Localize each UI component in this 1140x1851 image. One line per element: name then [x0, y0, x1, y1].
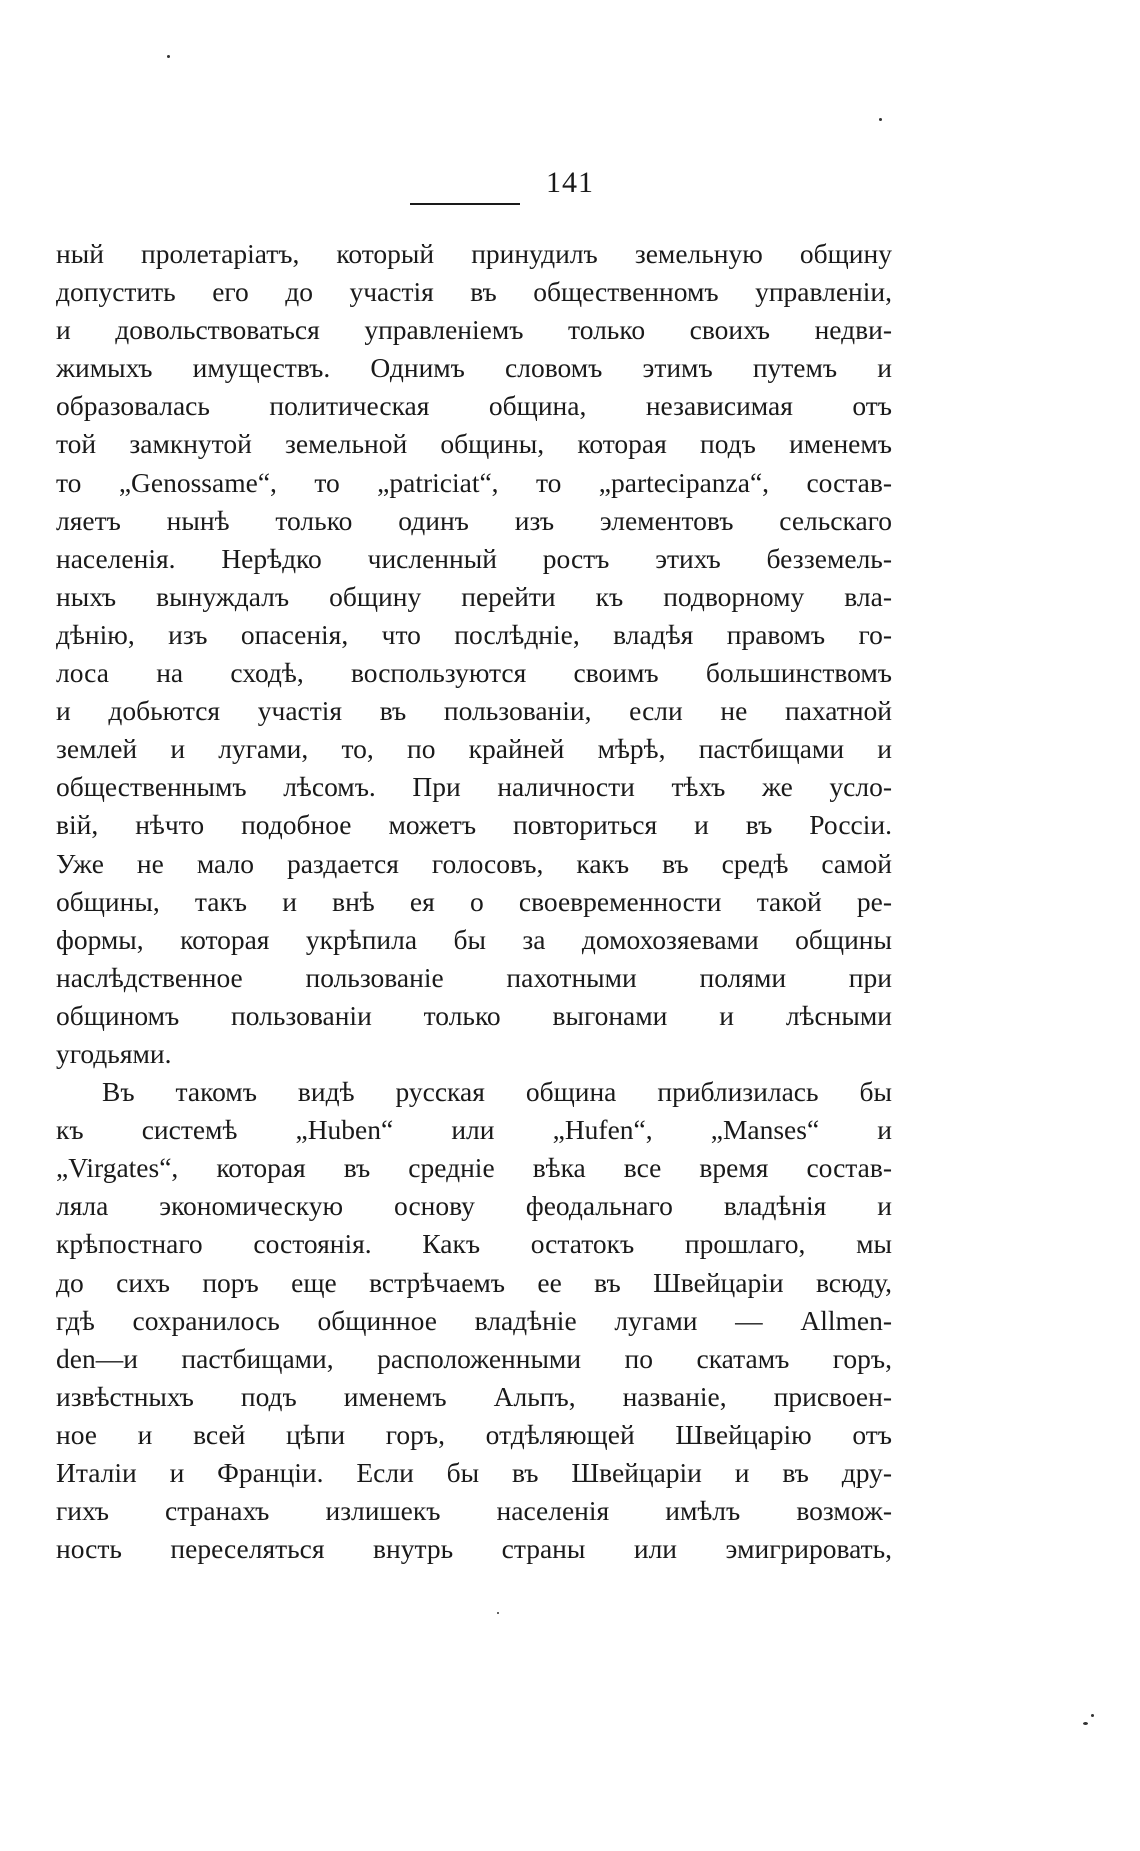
text-line: „Virgates“, которая въ средніе вѣка все время состав-: [56, 1152, 892, 1184]
text-line: ный пролетаріатъ, который принудилъ земельную общину: [56, 238, 892, 269]
text-line: образовалась политическая община, независимая отъ: [56, 390, 892, 422]
scan-speck: [879, 118, 882, 121]
page-number-rule: [410, 203, 520, 205]
text-line: дѣнію, изъ опасенія, что послѣдніе, владѣя правомъ го-: [56, 618, 892, 650]
text-line: извѣстныхъ подъ именемъ Альпъ, названіе, присвоен-: [56, 1380, 892, 1412]
text-line: угодьями.: [56, 1037, 172, 1069]
text-line: ныхъ вынуждалъ общину перейти къ подворному вла-: [56, 580, 892, 612]
scan-speck: [1091, 1714, 1094, 1717]
text-line: и добьются участія въ пользованіи, если не пахатной: [56, 695, 892, 727]
body-text: [56, 235, 892, 1568]
text-line: до сихъ поръ еще встрѣчаемъ ее въ Швейцаріи всюду,: [56, 1266, 892, 1298]
text-line: den—и пастбищами, расположенными по скатамъ горъ,: [56, 1342, 892, 1374]
text-line: то „Genossame“, то „patriciat“, то „partecipanza“, состав-: [56, 466, 892, 498]
text-line: общиномъ пользованіи только выгонами и лѣсными: [56, 999, 892, 1031]
text-line: ляла экономическую основу феодальнаго владѣнія и: [56, 1190, 892, 1222]
text-line: Уже не мало раздается голосовъ, какъ въ средѣ самой: [56, 847, 892, 879]
text-line: формы, которая укрѣпила бы за домохозяевами общины: [56, 923, 892, 955]
text-line: ное и всей цѣпи горъ, отдѣляющей Швейцарію отъ: [56, 1418, 892, 1450]
text-line: гихъ странахъ излишекъ населенія имѣлъ возмож-: [56, 1495, 892, 1527]
text-line: допустить его до участія въ общественномъ управленіи,: [56, 276, 892, 308]
text-line: и довольствоваться управленіемъ только своихъ недви-: [56, 314, 892, 346]
text-line: ность переселяться внутрь страны или эмигрировать,: [56, 1533, 892, 1565]
text-line: наслѣдственное пользованіе пахотными полями при: [56, 961, 892, 993]
paragraph-2: [56, 1073, 892, 1568]
scan-speck: [1083, 1722, 1088, 1725]
text-line: жимыхъ имуществъ. Однимъ словомъ этимъ путемъ и: [56, 352, 892, 384]
page-number: 141: [546, 166, 594, 199]
text-line: крѣпостнаго состоянія. Какъ остатокъ прошлаго, мы: [56, 1228, 892, 1260]
text-line: къ системѣ „Huben“ или „Hufen“, „Manses“ и: [56, 1114, 892, 1146]
text-line: вій, нѣчто подобное можетъ повториться и въ Россіи.: [56, 809, 892, 841]
text-line: той замкнутой земельной общины, которая подъ именемъ: [56, 428, 892, 460]
scan-speck: [167, 55, 170, 58]
text-line: гдѣ сохранилось общинное владѣніе лугами — Allmen-: [56, 1304, 892, 1336]
text-line: Въ такомъ видѣ русская община приблизилась бы: [102, 1076, 892, 1108]
text-line: общины, такъ и внѣ ея о своевременности такой ре-: [56, 885, 892, 917]
text-line: населенія. Нерѣдко численный ростъ этихъ безземель-: [56, 542, 892, 574]
text-line: общественнымъ лѣсомъ. При наличности тѣхъ же усло-: [56, 771, 892, 803]
scan-speck: [497, 1612, 499, 1614]
paragraph-1: [56, 235, 892, 1073]
text-line: лоса на сходѣ, воспользуются своимъ большинствомъ: [56, 657, 892, 689]
text-line: ляетъ нынѣ только одинъ изъ элементовъ сельскаго: [56, 504, 892, 536]
text-line: землей и лугами, то, по крайней мѣрѣ, пастбищами и: [56, 733, 892, 765]
text-line: Италіи и Франціи. Если бы въ Швейцаріи и въ дру-: [56, 1457, 892, 1488]
